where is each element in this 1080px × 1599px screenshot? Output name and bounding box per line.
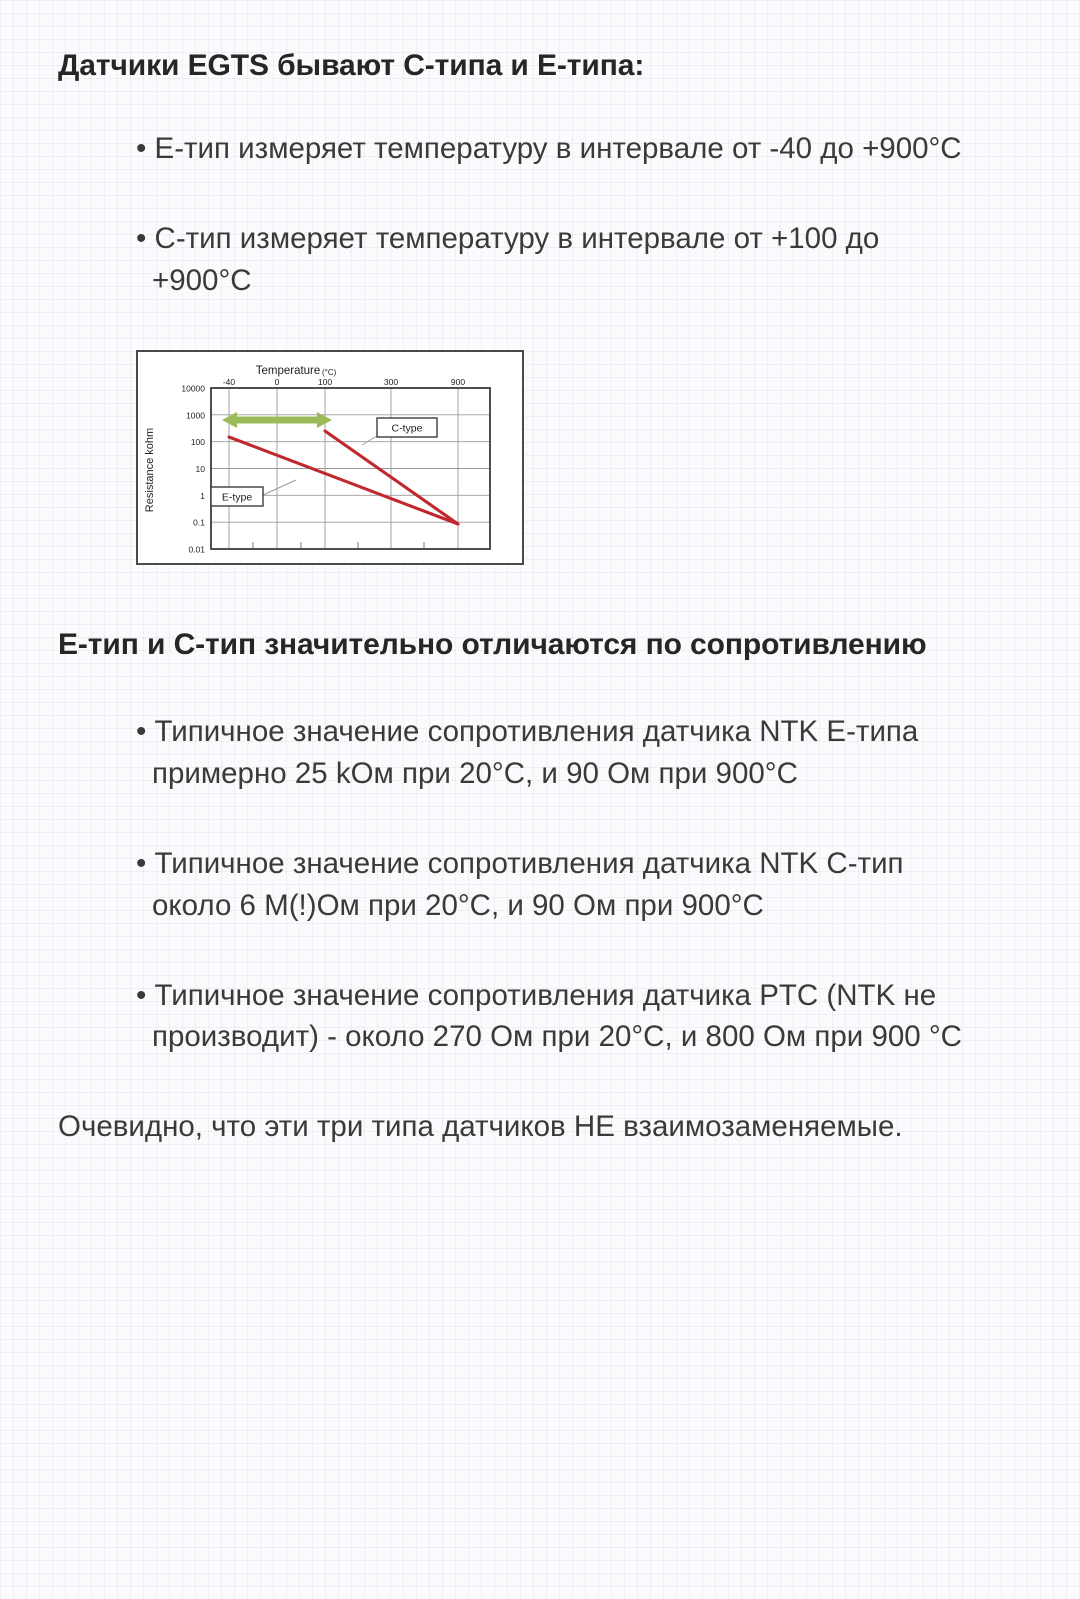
- x-axis-tick-labels: [223, 377, 466, 387]
- y-tick-label: 10000: [181, 383, 205, 394]
- y-tick-label: 1000: [186, 410, 205, 421]
- chart-title-unit: (°C): [322, 367, 337, 377]
- y-tick-label: 10: [195, 463, 205, 474]
- x-tick-label: 900: [450, 376, 466, 387]
- chart-y-axis-title: Resistance kohm: [144, 427, 156, 512]
- y-tick-label: 100: [190, 437, 205, 448]
- y-tick-label: 0.01: [188, 544, 205, 555]
- callout-label-c-type: C-type: [391, 422, 423, 435]
- y-tick-label: 1: [200, 490, 205, 501]
- bullet-list-resistance-values: [136, 711, 982, 1058]
- list-item: • Типичное значение сопротивления датчика NTK С-тип около 6 М(!)Ом при 20°C, и 90 Ом при 900°C: [136, 846, 904, 922]
- x-tick-label: 100: [317, 376, 333, 387]
- y-tick-label: 0.1: [193, 517, 205, 528]
- section-title-resistance: Е-тип и С-тип значительно отличаются по сопротивлению: [58, 627, 927, 661]
- x-tick-label: -40: [222, 376, 236, 387]
- x-tick-label: 300: [383, 376, 399, 387]
- chart-title: Temperature: [255, 364, 321, 377]
- y-axis-tick-labels: [181, 383, 205, 554]
- resistance-temperature-chart: [136, 350, 1022, 565]
- bullet-list-sensor-types: [136, 128, 982, 302]
- list-item: • С-тип измеряет температуру в интервале от +100 до +900°C: [136, 222, 880, 297]
- list-item: • Типичное значение сопротивления датчика PTC (NTK не производит) - около 270 Ом при 20°C, и 800 Ом при 900 °C: [136, 978, 962, 1054]
- chart-frame: [136, 350, 524, 565]
- page-title: Датчики EGTS бывают С-типа и Е-типа:: [58, 49, 645, 82]
- chart-canvas: [138, 352, 522, 563]
- callout-label-e-type: E-type: [221, 491, 253, 504]
- x-tick-label: 0: [274, 376, 280, 387]
- closing-paragraph: Очевидно, что эти три типа датчиков НЕ взаимозаменяемые.: [58, 1110, 903, 1144]
- list-item: • Е-тип измеряет температуру в интервале от -40 до +900°C: [136, 132, 962, 166]
- list-item: • Типичное значение сопротивления датчика NTK Е-типа примерно 25 kОм при 20°C, и 90 Ом при 900°C: [136, 715, 919, 790]
